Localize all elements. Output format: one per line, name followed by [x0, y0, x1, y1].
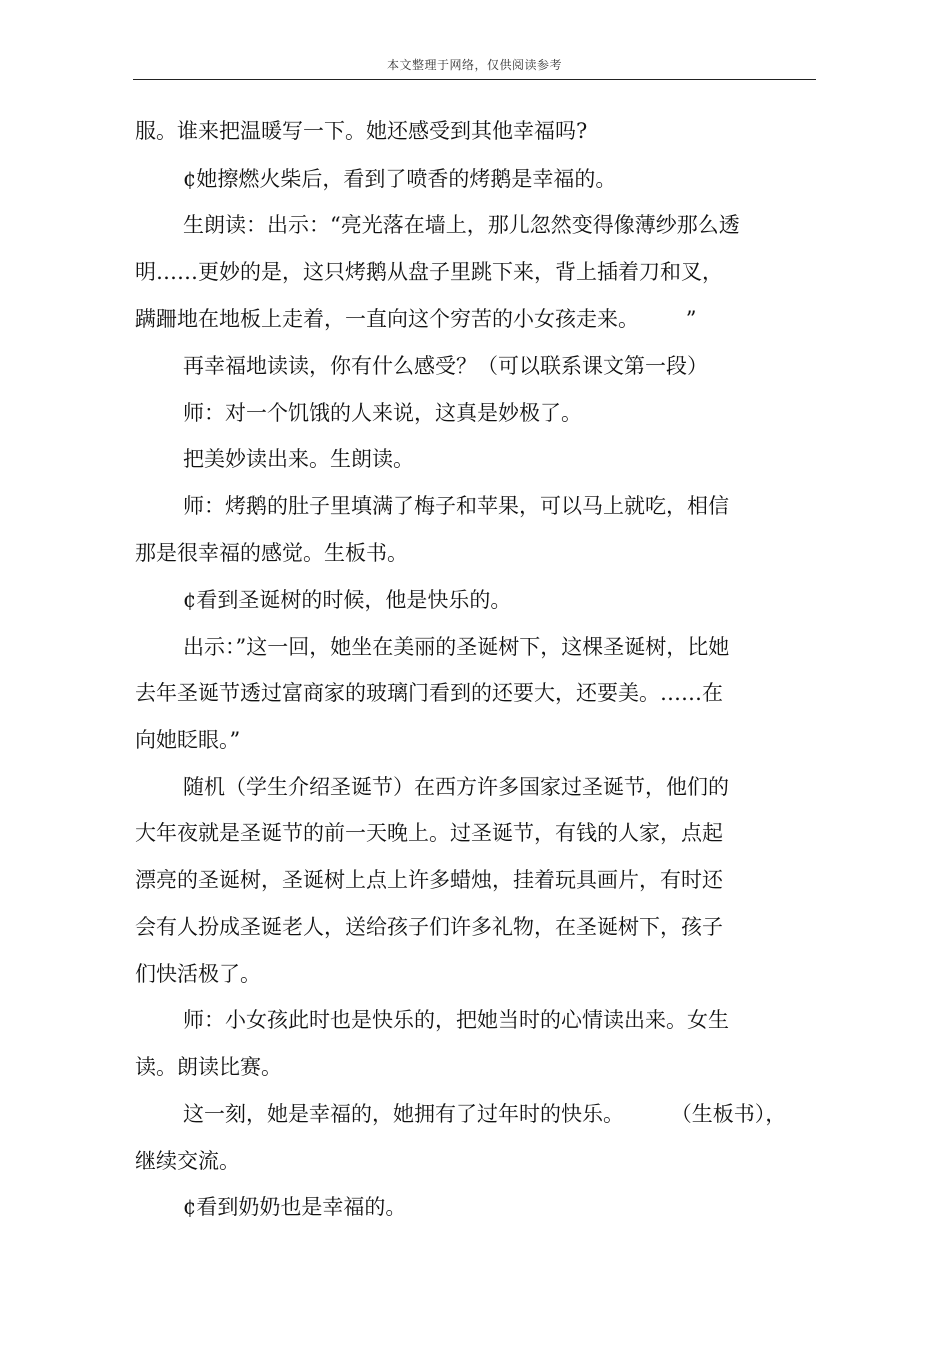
text-line: 向她眨眼。” — [135, 728, 241, 752]
text-line: ¢她擦燃火柴后，看到了喷香的烤鹅是幸福的。 — [183, 167, 617, 191]
text-line: 这一刻，她是幸福的，她拥有了过年时的快乐。 （生板书）， — [183, 1102, 787, 1126]
page-header: 本文整理于网络，仅供阅读参考 — [386, 58, 562, 72]
text-line: 那是很幸福的感觉。生板书。 — [135, 541, 408, 565]
text-line: 出示：”这一回，她坐在美丽的圣诞树下，这棵圣诞树，比她 — [183, 635, 730, 659]
text-line: 再幸福地读读，你有什么感受？（可以联系课文第一段） — [183, 354, 708, 378]
text-line: 服。谁来把温暖写一下。她还感受到其他幸福吗? — [135, 119, 588, 143]
text-line: 继续交流。 — [135, 1149, 240, 1173]
text-line: 去年圣诞节透过富商家的玻璃门看到的还要大，还要美。……在 — [135, 681, 723, 705]
text-line: 大年夜就是圣诞节的前一天晚上。过圣诞节，有钱的人家，点起 — [135, 821, 723, 845]
text-line: 随机（学生介绍圣诞节）在西方许多国家过圣诞节，他们的 — [183, 775, 729, 799]
text-line: 把美妙读出来。生朗读。 — [183, 447, 414, 471]
text-line: 师：小女孩此时也是快乐的，把她当时的心情读出来。女生 — [183, 1008, 729, 1032]
text-line: 漂亮的圣诞树，圣诞树上点上许多蜡烛，挂着玩具画片，有时还 — [135, 868, 723, 892]
header-divider — [133, 79, 816, 80]
text-line: 们快活极了。 — [135, 962, 261, 986]
text-line: 会有人扮成圣诞老人，送给孩子们许多礼物，在圣诞树下，孩子 — [135, 915, 723, 939]
text-line: 师：对一个饥饿的人来说，这真是妙极了。 — [183, 401, 582, 425]
text-line: 蹒跚地在地板上走着，一直向这个穷苦的小女孩走来。 ” — [135, 307, 697, 331]
text-line: 读。朗读比赛。 — [135, 1055, 282, 1079]
text-line: 明……更妙的是，这只烤鹅从盘子里跳下来，背上插着刀和叉， — [135, 260, 723, 284]
text-line: ¢看到圣诞树的时候，他是快乐的。 — [183, 588, 512, 612]
text-line: ¢看到奶奶也是幸福的。 — [183, 1195, 407, 1219]
text-line: 生朗读：出示：“亮光落在墙上，那儿忽然变得像薄纱那么透 — [183, 213, 740, 237]
text-line: 师：烤鹅的肚子里填满了梅子和苹果，可以马上就吃，相信 — [183, 494, 729, 518]
